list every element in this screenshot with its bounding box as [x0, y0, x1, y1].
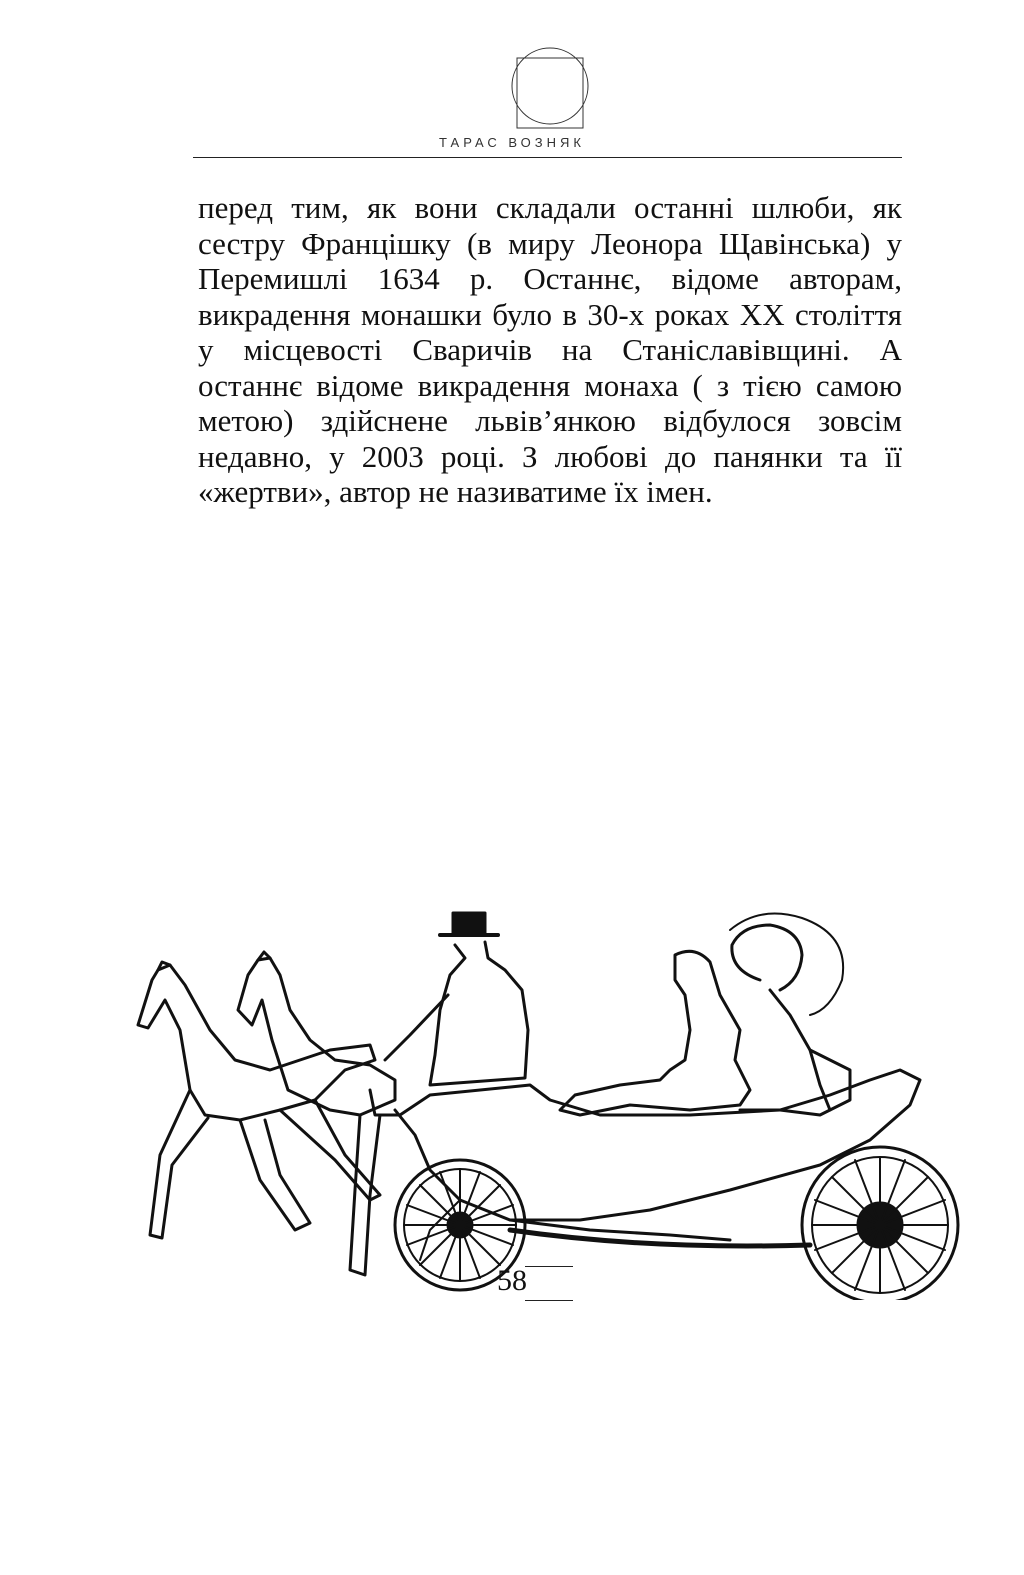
body-paragraph: перед тим, як вони складали останні шлюби, як сестру Францішку (в миру Леонора Щавінська) у Перемишлі 1634 р. Останнє, відоме авторам, викрадення монашки було в 30-х роках XX століття у місцевості Сваричів на Станіславівщині. А останнє відоме викрадення монаха ( з тією самою метою) здійснене львів’янкою відбулося зовсім недавно, у 2003 році. З любові до панянки та її «жертви», автор не називатиме їх імен.	[198, 190, 902, 509]
running-header-author: ТАРАС ВОЗНЯК	[439, 135, 585, 150]
page-number-rule-bottom	[525, 1300, 573, 1301]
circle-square-emblem-icon	[509, 46, 591, 130]
page-number: 58	[497, 1264, 527, 1297]
header-divider	[193, 157, 902, 158]
carriage-with-horses-illustration	[130, 900, 980, 1300]
